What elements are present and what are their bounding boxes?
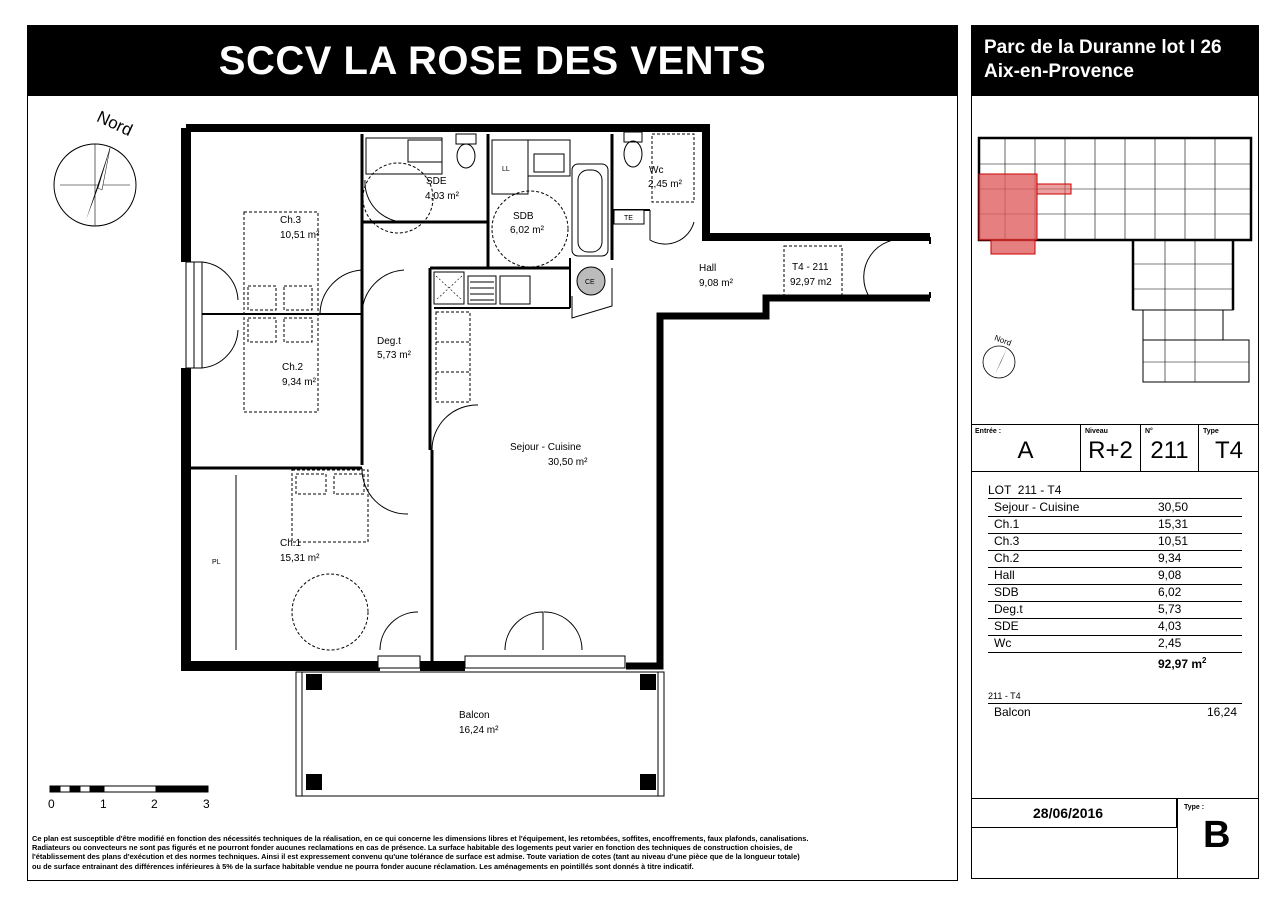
fixture-ll: LL: [502, 166, 510, 173]
room-area-ch3: 10,51 m²: [280, 230, 320, 241]
surface-row-value: 15,31: [1158, 517, 1189, 531]
niveau-value: R+2: [1088, 437, 1133, 464]
entree-cell: [971, 424, 1081, 471]
annex-header: 211 - T4: [988, 691, 1021, 701]
type-divider: [1177, 798, 1178, 879]
page-title: SCCV LA ROSE DES VENTS: [28, 26, 957, 96]
surface-row-name: Ch.2: [994, 551, 1020, 565]
surface-row-value: 5,73: [1158, 602, 1182, 616]
surface-row: [988, 516, 1242, 534]
scale-label-2: 2: [151, 797, 158, 811]
surface-row-value: 4,03: [1158, 619, 1182, 633]
surface-row-name: Ch.1: [994, 517, 1020, 531]
surface-row: [988, 533, 1242, 551]
room-area-ch1: 15,31 m²: [280, 553, 320, 564]
room-area-hall: 9,08 m²: [699, 278, 733, 289]
footer-type-label: Type :: [1184, 804, 1205, 811]
annex-value: 16,24: [1207, 705, 1238, 719]
scale-label-3: 3: [203, 797, 210, 811]
unit-tag-line2: 92,97 m2: [790, 277, 832, 288]
address-line2: Aix-en-Provence: [984, 61, 1134, 82]
surface-row-value: 2,45: [1158, 636, 1182, 650]
disclaimer-line: Ce plan est susceptible d'être modifié en fonction des nécessités techniques de la réalisation, en ce qui concerne les dimensions libres et l'équipement, les retombées, soffites, encoffrements, faux plafonds, canalisations.: [32, 834, 809, 843]
disclaimer-line: l'établissement des plans d'exécution et des normes techniques. Ainsi il est expressement convenu qu'une tolérance de surface est admise. Toute variation de cotes (tant au niveau d'une pièce que de la longueur totale): [32, 852, 800, 862]
surface-row-name: Hall: [994, 568, 1015, 582]
scale-label-1: 1: [100, 797, 107, 811]
room-name-wc: Wc: [649, 165, 664, 176]
surface-row: [988, 584, 1242, 602]
address-block: [972, 26, 1258, 96]
surfaces-total: [1158, 656, 1207, 671]
unit-tag-line1: T4 - 211: [792, 262, 829, 273]
room-name-sdb: SDB: [513, 211, 534, 222]
surface-row-value: 9,34: [1158, 551, 1182, 565]
annex-name: Balcon: [994, 705, 1031, 719]
surface-row: [988, 550, 1242, 568]
surface-row: [988, 618, 1242, 636]
numero-value: 211: [1150, 437, 1189, 464]
surface-row-name: SDE: [994, 619, 1019, 633]
surface-row: [988, 567, 1242, 585]
niveau-label: Niveau: [1085, 428, 1108, 435]
room-area-wc: 2,45 m²: [648, 179, 682, 190]
fixture-pl: PL: [212, 559, 221, 566]
surface-row-value: 9,08: [1158, 568, 1182, 582]
surfaces-total-value: 92,97 m: [1158, 657, 1203, 671]
room-area-ch2: 9,34 m²: [282, 377, 316, 388]
type-label: Type: [1203, 428, 1219, 435]
room-name-hall: Hall: [699, 263, 717, 274]
room-name-ch3: Ch.3: [280, 215, 302, 226]
room-area-sdb: 6,02 m²: [510, 225, 544, 236]
surface-row-name: Ch.3: [994, 534, 1020, 548]
room-area-sde: 4,03 m²: [425, 191, 459, 202]
room-name-deg: Deg.t: [377, 336, 401, 347]
room-name-balcon: Balcon: [459, 710, 490, 721]
disclaimer-line: ou de surface entrainant des différences inférieures à 5% de la surface habitable vendue ne pourra fonder aucune réclamation. Les aménagements en pointillés sont donnés à titre indicatif.: [32, 861, 694, 871]
room-name-sde: SDE: [426, 176, 447, 187]
room-name-ch1: Ch.1: [280, 538, 302, 549]
room-area-deg: 5,73 m²: [377, 350, 411, 361]
surface-row-name: Wc: [994, 636, 1012, 650]
type-value: T4: [1214, 437, 1243, 464]
room-area-sejour: 30,50 m²: [548, 457, 588, 468]
surface-row-name: Sejour - Cuisine: [994, 500, 1080, 514]
numero-label: N°: [1145, 428, 1153, 435]
fixture-te: TE: [624, 215, 633, 222]
entree-value: A: [1017, 437, 1034, 464]
room-name-sejour: Sejour - Cuisine: [510, 442, 582, 453]
key-plan: [975, 134, 1255, 384]
surface-row-name: SDB: [994, 585, 1019, 599]
keyplan-north-label: Nord: [993, 333, 1013, 348]
surface-row-value: 6,02: [1158, 585, 1182, 599]
surface-row: [988, 635, 1242, 653]
plan-date: 28/06/2016: [1033, 805, 1104, 821]
surface-row-name: Deg.t: [994, 602, 1023, 616]
surfaces-total-sup: 2: [1202, 656, 1207, 665]
surface-row-value: 10,51: [1158, 534, 1189, 548]
niveau-cell: [1081, 424, 1141, 471]
disclaimer: [32, 834, 952, 871]
fixture-ce: CE: [585, 279, 595, 286]
annex-rule: [988, 703, 1242, 704]
surfaces-header: LOT 211 - T4: [988, 483, 1062, 497]
footer-type-value: B: [1203, 814, 1231, 856]
address-line1: Parc de la Duranne lot I 26: [984, 37, 1222, 58]
scale-label-0: 0: [48, 797, 55, 811]
disclaimer-line: Radiateurs ou convecteurs ne sont pas figurés et ne pourront fonder aucunes reclamations en cas de présence. La surface habitable des logements peut varier en fonction des techniques de construction choisies, de: [32, 843, 793, 853]
north-label: Nord: [93, 107, 136, 140]
entree-label: Entrée :: [975, 428, 1002, 435]
surface-row-value: 30,50: [1158, 500, 1189, 514]
room-name-ch2: Ch.2: [282, 362, 304, 373]
room-area-balcon: 16,24 m²: [459, 725, 499, 736]
surface-row: [988, 601, 1242, 619]
numero-cell: [1141, 424, 1199, 471]
type-cell: [1199, 424, 1259, 471]
surface-row: [988, 499, 1242, 517]
